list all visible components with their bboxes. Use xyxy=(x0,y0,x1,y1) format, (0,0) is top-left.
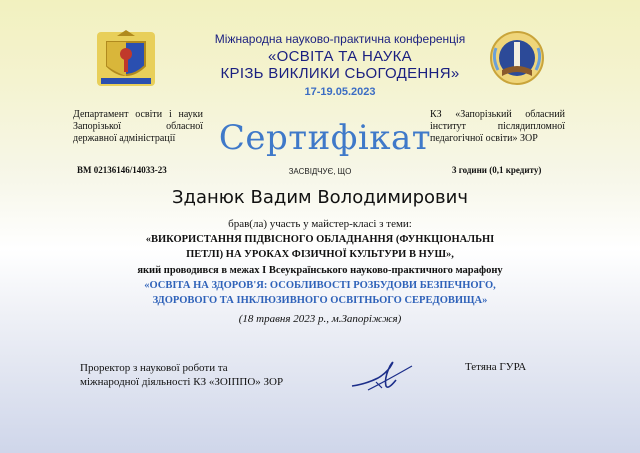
issuing-institute: КЗ «Запорізький обласний інститут післядипломної педагогічної освіти» ЗОР xyxy=(430,109,565,144)
registration-number: ВМ 02136146/14033-23 xyxy=(77,165,167,175)
conference-title-line2: КРІЗЬ ВИКЛИКИ СЬОГОДЕННЯ» xyxy=(220,65,460,82)
topic-line1: «ВИКОРИСТАННЯ ПІДВІСНОГО ОБЛАДНАННЯ (ФУНКЦІОНАЛЬНІ xyxy=(145,234,495,245)
marathon-intro: який проводився в межах І Всеукраїнського науково-практичного марафону xyxy=(137,265,503,276)
signatory-position xyxy=(80,361,283,389)
handwritten-signature xyxy=(348,356,418,401)
conference-title-line1: «ОСВІТА ТА НАУКА xyxy=(268,48,412,65)
signatory-name: Тетяна ГУРА xyxy=(465,361,527,373)
coat-of-arms-icon xyxy=(95,28,157,95)
participation-text: брав(ла) участь у майстер-класі з теми: xyxy=(228,218,412,230)
credit-hours: 3 години (0,1 кредиту) xyxy=(452,165,542,175)
marathon-title-line1: «ОСВІТА НА ЗДОРОВ'Я: ОСОБЛИВОСТІ РОЗБУДОВИ БЕЗПЕЧНОГО, xyxy=(144,280,496,291)
event-date-place: (18 травня 2023 р., м.Запоріжжя) xyxy=(238,313,402,325)
certifies-label: ЗАСВІДЧУЄ, ЩО xyxy=(288,167,352,176)
signatory-position-line2: міжнародної діяльності КЗ «ЗОІППО» ЗОР xyxy=(80,376,284,388)
conference-dates: 17-19.05.2023 xyxy=(304,86,376,98)
marathon-title-line2: ЗДОРОВОГО ТА ІНКЛЮЗИВНОГО ОСВІТНЬОГО СЕРЕДОВИЩА» xyxy=(152,295,488,306)
conference-name: Міжнародна науково-практична конференція xyxy=(214,32,466,46)
issuing-department: Департамент освіти і науки Запорізької обласної державної адміністрації xyxy=(73,109,203,144)
signatory-position-line1: Проректор з наукової роботи та xyxy=(80,362,228,374)
certificate-title: Сертифікат xyxy=(218,118,432,158)
recipient-name: Зданюк Вадим Володимирович xyxy=(171,187,469,208)
topic-line2: ПЕТЛІ) НА УРОКАХ ФІЗИЧНОЇ КУЛЬТУРИ В НУШ», xyxy=(186,249,454,260)
